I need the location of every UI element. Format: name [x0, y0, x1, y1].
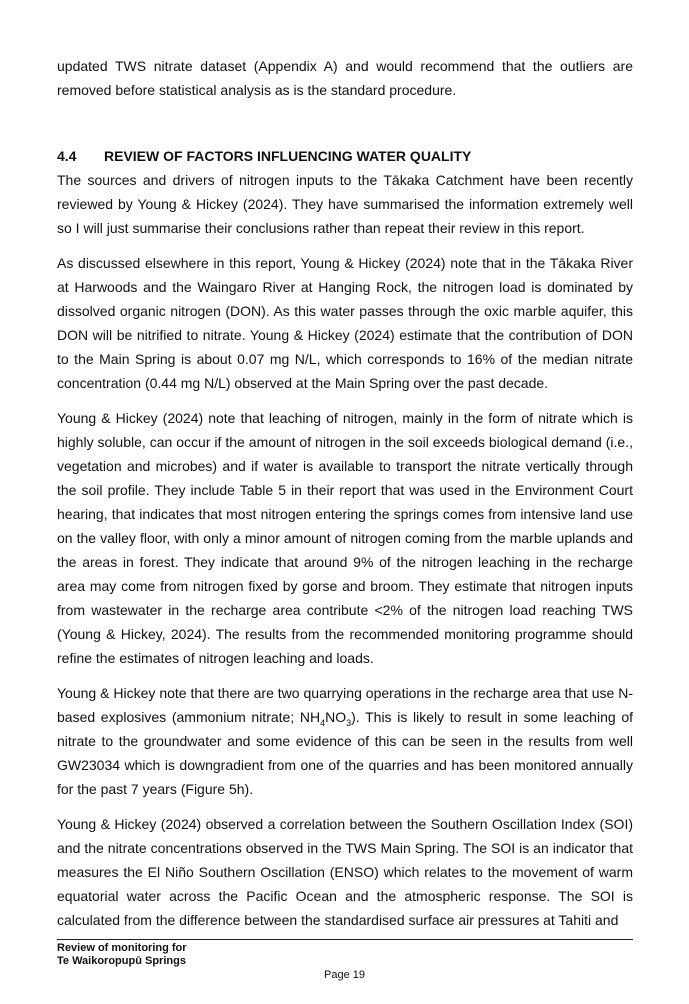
quarry-text-1: Young & Hickey note that there are two quarrying operations in the recharge area that use N-based explosives (ammonium nitrate; NH	[57, 685, 633, 725]
section-heading	[57, 144, 633, 168]
paragraph-quarrying	[57, 681, 633, 801]
footer-title-line-1: Review of monitoring for	[57, 942, 187, 954]
paragraph-don: As discussed elsewhere in this report, Young & Hickey (2024) note that in the Tākaka River at Harwoods and the Waingaro River at Hanging Rock, the nitrogen load is dominated by dissolved organic nitrogen (DON). As this water passes through the oxic marble aquifer, this DON will be nitrified to nitrate. Young & Hickey (2024) estimate that the contribution of DON to the Main Spring is about 0.07 mg N/L, which corresponds to 16% of the median nitrate concentration (0.44 mg N/L) observed at the Main Spring over the past decade.	[57, 255, 633, 391]
quarry-subscript-1: 4	[320, 717, 326, 728]
intro-paragraph: updated TWS nitrate dataset (Appendix A) and would recommend that the outliers are removed before statistical analysis as is the standard procedure.	[57, 58, 633, 98]
quarry-subscript-2: 3	[346, 717, 352, 728]
paragraph-soi: Young & Hickey (2024) observed a correlation between the Southern Oscillation Index (SOI) and the nitrate concentrations observed in the TWS Main Spring. The SOI is an indicator that measures the El Niño Southern Oscillation (ENSO) which relates to the movement of warm equatorial water across the Pacific Ocean and the atmospheric response. The SOI is calculated from the difference between the standardised surface air pressures at Tahiti and	[57, 816, 633, 928]
footer-divider	[57, 939, 633, 940]
paragraph-leaching: Young & Hickey (2024) note that leaching of nitrogen, mainly in the form of nitrate which is highly soluble, can occur if the amount of nitrogen in the soil exceeds biological demand (i.e., vegetation and microbes) and if water is available to transport the nitrate vertically through the soil profile. They include Table 5 in their report that was used in the Environment Court hearing, that indicates that most nitrogen entering the springs comes from intensive land use on the valley floor, with only a minor amount of nitrogen coming from the marble uplands and the areas in forest. They indicate that around 9% of the nitrogen leaching in the recharge area may come from nitrogen fixed by gorse and broom. They estimate that nitrogen inputs from wastewater in the recharge area contribute <2% of the nitrogen load reaching TWS (Young & Hickey, 2024). The results from the recommended monitoring programme should refine the estimates of nitrogen leaching and loads.	[57, 410, 633, 666]
document-body	[57, 54, 633, 943]
paragraph-sources: The sources and drivers of nitrogen inputs to the Tākaka Catchment have been recently reviewed by Young & Hickey (2024). They have summarised the information extremely well so I will just summarise their conclusions rather than repeat their review in this report.	[57, 172, 633, 236]
page-number: Page 19	[324, 969, 365, 981]
section-title: REVIEW OF FACTORS INFLUENCING WATER QUALITY	[104, 148, 472, 164]
quarry-text-3: ). This is likely to result in some leaching of nitrate to the groundwater and some evidence of this can be seen in the results from well GW23034 which is downgradient from one of the quarries and has been monitored annually for the past 7 years (Figure 5h).	[57, 709, 633, 797]
section-number: 4.4	[57, 148, 77, 164]
quarry-text-2: NO	[325, 709, 347, 725]
footer-title-line-2: Te Waikoropupū Springs	[57, 955, 186, 967]
footer-document-title	[57, 942, 187, 968]
